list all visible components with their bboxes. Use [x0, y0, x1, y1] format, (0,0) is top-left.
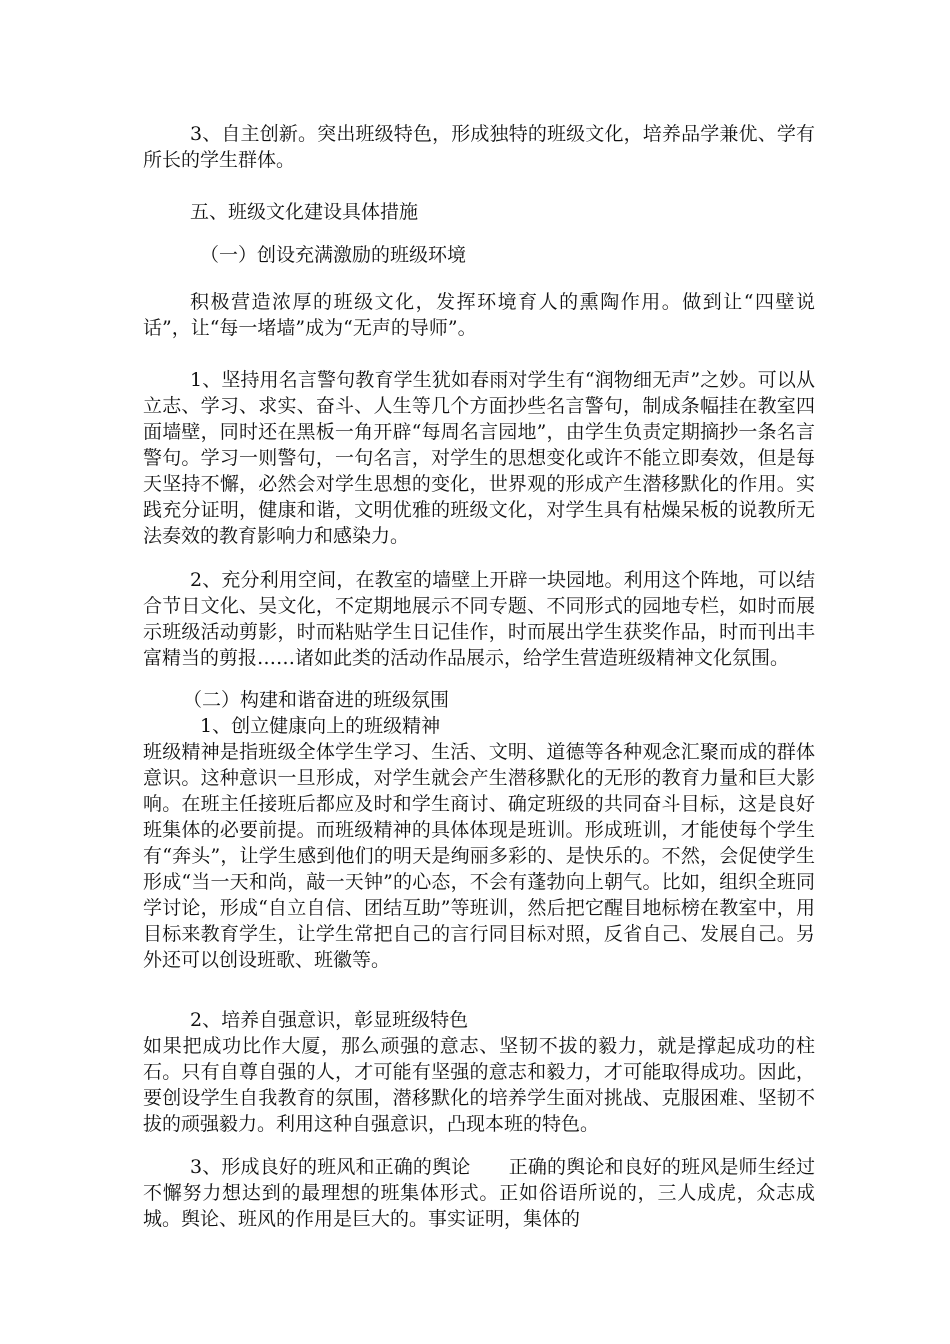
subsection-heading-one: （一）创设充满激励的班级环境: [200, 244, 467, 266]
subsection-heading-two: （二）构建和谐奋进的班级氛围: [183, 689, 450, 711]
paragraph-wall-space: 2、充分利用空间，在教室的墙壁上开辟一块园地。利用这个阵地，可以结合节日文化、吴文化，不定期地展示不同专题、不同形式的园地专栏，如时而展示班级活动剪影，时而粘贴学生日记佳作，时而展出学生获奖作品，时而刊出丰富精当的剪报……诸如此类的活动作品展示，给学生营造班级精神文化氛围。: [143, 569, 815, 669]
paragraph-self-innovation: 3、自主创新。突出班级特色，形成独特的班级文化，培养品学兼优、学有所长的学生群体。: [143, 123, 815, 171]
paragraph-environment-intro: 积极营造浓厚的班级文化，发挥环境育人的熏陶作用。做到让“四壁说话”，让“每一堵墙”成为“无声的导师”。: [143, 291, 815, 339]
section-heading-five: 五、班级文化建设具体措施: [190, 201, 419, 223]
paragraph-motto-education: 1、坚持用名言警句教育学生犹如春雨对学生有“润物细无声”之妙。可以从立志、学习、求实、奋斗、人生等几个方面抄些名言警句，制成条幅挂在教室四面墙壁，同时还在黑板一角开辟“每周名言园地”，由学生负责定期摘抄一条名言警句。学习一则警句，一句名言，对学生的思想变化或许不能立即奏效，但是每天坚持不懈，必然会对学生思想的变化，世界观的形成产生潜移默化的作用。实践充分证明，健康和谐，文明优雅的班级文化，对学生具有枯燥呆板的说教所无法奏效的教育影响力和感染力。: [143, 369, 815, 547]
item-heading-self-strength: 2、培养自强意识，彰显班级特色: [190, 1009, 469, 1031]
paragraph-class-spirit: 班级精神是指班级全体学生学习、生活、文明、道德等各种观念汇聚而成的群体意识。这种意识一旦形成，对学生就会产生潜移默化的无形的教育力量和巨大影响。在班主任接班后都应及时和学生商讨、确定班级的共同奋斗目标，这是良好班集体的必要前提。而班级精神的具体体现是班训。形成班训，才能使每个学生有“奔头”，让学生感到他们的明天是绚丽多彩的、是快乐的。不然，会促使学生形成“当一天和尚，敲一天钟”的心态，不会有蓬勃向上朝气。比如，组织全班同学讨论，形成“自立自信、团结互助”等班训，然后把它醒目地标榜在教室中，用目标来教育学生，让学生常把自己的言行同目标对照，反省自己、发展自己。另外还可以创设班歌、班徽等。: [143, 741, 815, 971]
paragraph-class-atmosphere: 3、形成良好的班风和正确的舆论 正确的舆论和良好的班风是师生经过不懈努力想达到的最理想的班集体形式。正如俗语所说的，三人成虎，众志成城。舆论、班风的作用是巨大的。事实证明，集体的: [143, 1156, 815, 1230]
item-heading-class-spirit: 1、创立健康向上的班级精神: [200, 715, 441, 737]
paragraph-self-strength: 如果把成功比作大厦，那么顽强的意志、坚韧不拔的毅力，就是撑起成功的柱石。只有自尊自强的人，才可能有坚强的意志和毅力，才可能取得成功。因此，要创设学生自我教育的氛围，潜移默化的培养学生面对挑战、克服困难、坚韧不拔的顽强毅力。利用这种自强意识，凸现本班的特色。: [143, 1035, 815, 1135]
